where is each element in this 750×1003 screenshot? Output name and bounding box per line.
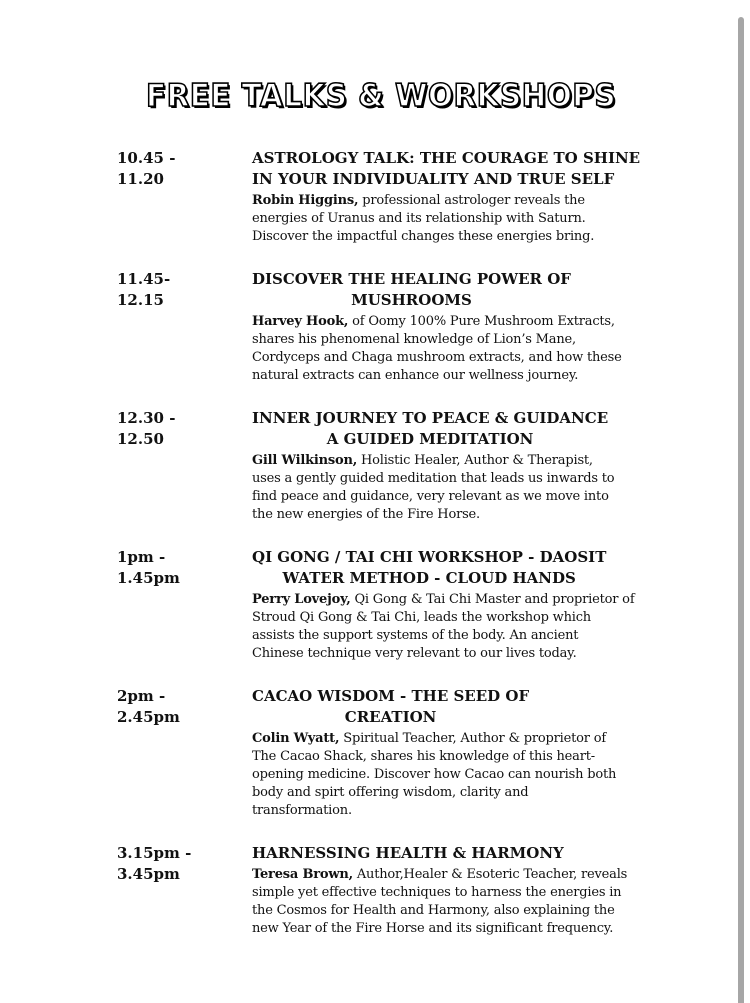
entry-title: [252, 408, 608, 450]
description-line: [252, 313, 712, 331]
title-line: DISCOVER THE HEALING POWER OF: [252, 270, 571, 288]
description-line: assists the support systems of the body. An ancient: [252, 628, 579, 643]
entry-description: [252, 192, 712, 246]
page-heading: FREE TALKS & WORKSHOPS: [146, 78, 617, 114]
entry-description: [252, 452, 712, 524]
description-line: find peace and guidance, very relevant as we move into: [252, 489, 609, 504]
entry-description: [252, 730, 712, 820]
time-line: 3.15pm -: [117, 844, 192, 862]
time-line: 3.45pm: [117, 865, 180, 883]
title-line: MUSHROOMS: [351, 291, 472, 309]
title-line: CACAO WISDOM - THE SEED OF: [252, 687, 530, 705]
speaker-name: Teresa Brown,: [252, 867, 353, 882]
description-line: body and spirt offering wisdom, clarity and: [252, 785, 529, 800]
description-line: Chinese technique very relevant to our lives today.: [252, 646, 577, 661]
time-line: 2pm -: [117, 687, 166, 705]
description-line: [252, 192, 712, 210]
description-line: [252, 730, 712, 748]
title-line: IN YOUR INDIVIDUALITY AND TRUE SELF: [252, 170, 615, 188]
title-line: HARNESSING HEALTH & HARMONY: [252, 844, 564, 862]
description-line: new Year of the Fire Horse and its significant frequency.: [252, 921, 614, 936]
title-line: ASTROLOGY TALK: THE COURAGE TO SHINE: [252, 149, 641, 167]
entry-title: [252, 843, 564, 864]
description-line: uses a gently guided meditation that leads us inwards to: [252, 471, 615, 486]
description-line: The Cacao Shack, shares his knowledge of this heart-: [252, 749, 595, 764]
entry-title: [252, 686, 529, 728]
time-line: 11.20: [117, 170, 164, 188]
description-text: of Oomy 100% Pure Mushroom Extracts,: [348, 314, 615, 329]
speaker-name: Perry Lovejoy,: [252, 592, 351, 607]
entry-title: [252, 547, 606, 589]
description-line: the new energies of the Fire Horse.: [252, 507, 480, 522]
description-line: transformation.: [252, 803, 352, 818]
time-line: 2.45pm: [117, 708, 180, 726]
description-line: [252, 866, 712, 884]
entry-time: [117, 686, 180, 728]
description-line: natural extracts can enhance our wellness journey.: [252, 368, 579, 383]
entry-description: [252, 866, 712, 938]
title-line: CREATION: [344, 708, 437, 726]
description-line: Stroud Qi Gong & Tai Chi, leads the workshop which: [252, 610, 591, 625]
title-line: QI GONG / TAI CHI WORKSHOP - DAOSIT: [252, 548, 607, 566]
description-line: [252, 591, 712, 609]
title-line: INNER JOURNEY TO PEACE & GUIDANCE: [252, 409, 609, 427]
entry-time: [117, 148, 175, 190]
entry-title: [252, 148, 640, 190]
time-line: 1pm -: [117, 548, 166, 566]
description-text: Qi Gong & Tai Chi Master and proprietor of: [350, 592, 635, 607]
speaker-name: Harvey Hook,: [252, 314, 349, 329]
description-line: opening medicine. Discover how Cacao can nourish both: [252, 767, 617, 782]
entry-description: [252, 313, 712, 385]
description-line: shares his phenomenal knowledge of Lion’s Mane,: [252, 332, 576, 347]
title-line: WATER METHOD - CLOUD HANDS: [282, 569, 576, 587]
description-line: simple yet effective techniques to harness the energies in: [252, 885, 622, 900]
time-line: 11.45-: [117, 270, 171, 288]
speaker-name: Colin Wyatt,: [252, 731, 340, 746]
time-line: 10.45 -: [117, 149, 176, 167]
scrollbar[interactable]: [738, 17, 744, 1003]
speaker-name: Gill Wilkinson,: [252, 453, 358, 468]
time-line: 12.50: [117, 430, 164, 448]
entry-time: [117, 547, 180, 589]
speaker-name: Robin Higgins,: [252, 193, 359, 208]
entry-time: [117, 408, 175, 450]
description-line: energies of Uranus and its relationship with Saturn.: [252, 211, 586, 226]
description-line: [252, 452, 712, 470]
entry-time: [117, 843, 191, 885]
description-text: Author,Healer & Esoteric Teacher, reveals: [352, 867, 628, 882]
time-line: 1.45pm: [117, 569, 180, 587]
time-line: 12.30 -: [117, 409, 176, 427]
entry-time: [117, 269, 170, 311]
time-line: 12.15: [117, 291, 164, 309]
description-text: professional astrologer reveals the: [358, 193, 585, 208]
description-line: Cordyceps and Chaga mushroom extracts, and how these: [252, 350, 622, 365]
entry-title: [252, 269, 571, 311]
entry-description: [252, 591, 712, 663]
title-line: A GUIDED MEDITATION: [326, 430, 534, 448]
description-text: Holistic Healer, Author & Therapist,: [357, 453, 593, 468]
description-line: Discover the impactful changes these energies bring.: [252, 229, 595, 244]
description-line: the Cosmos for Health and Harmony, also explaining the: [252, 903, 615, 918]
description-text: Spiritual Teacher, Author & proprietor of: [339, 731, 606, 746]
